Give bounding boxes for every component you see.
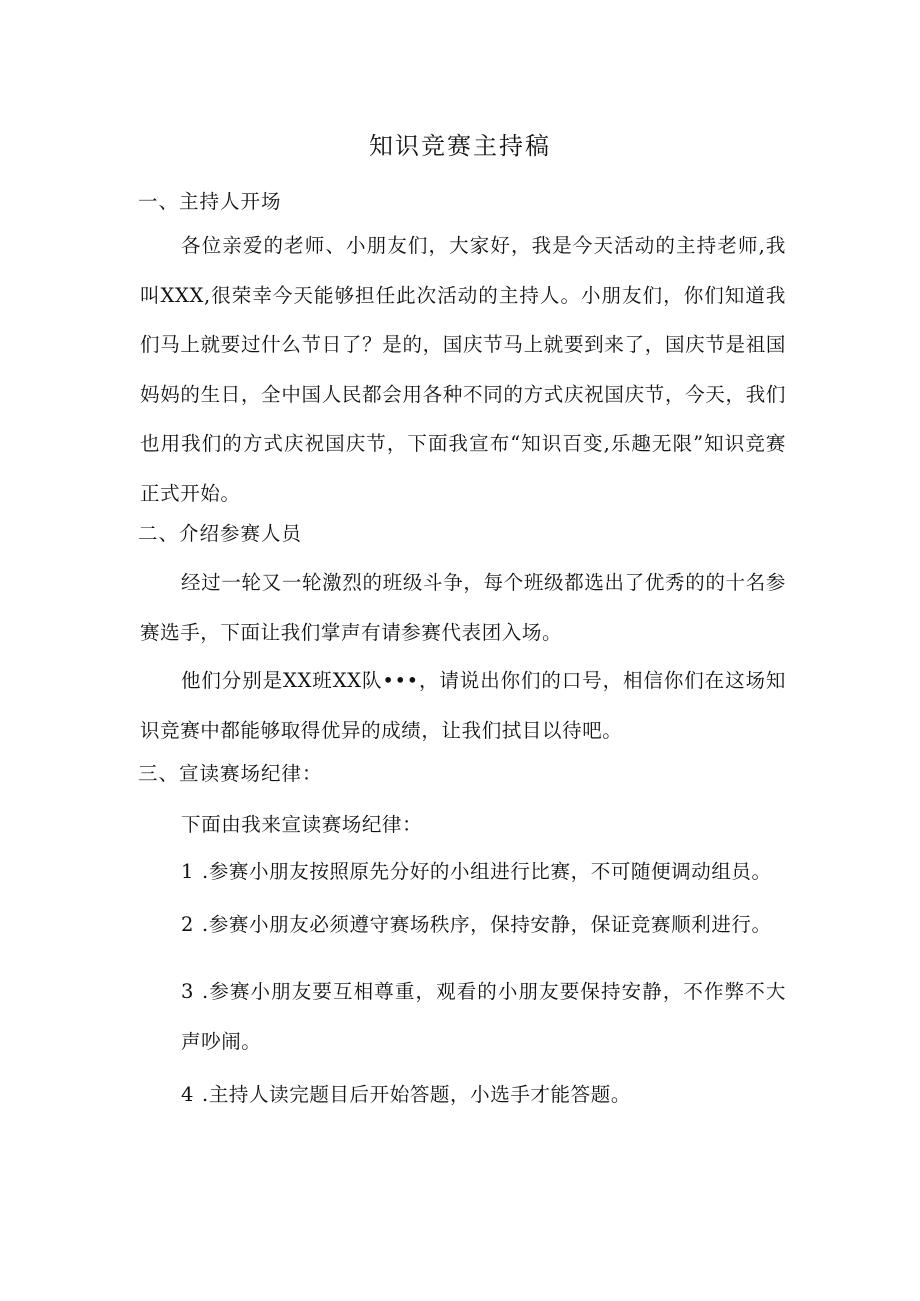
- rule-item-4: [181, 1080, 786, 1110]
- rule-item-2: [181, 910, 786, 940]
- rule-number: 1: [181, 860, 195, 883]
- rule-item-3: [181, 967, 786, 1067]
- rule-number: 2: [181, 913, 195, 936]
- rule-number: 3: [181, 980, 195, 1003]
- section-heading-opening: 一、主持人开场: [138, 190, 282, 213]
- rules-intro: 下面由我来宣读赛场纪律：: [181, 813, 423, 836]
- section-heading-rules: 三、宣读赛场纪律：: [138, 762, 323, 785]
- paragraph-opening: 各位亲爱的老师、小朋友们，大家好，我是今天活动的主持老师,我叫XXX,很荣幸今天能够担任此次活动的主持人。小朋友们，你们知道我们马上就要过什么节日了？是的，国庆节马上就要到来了，国庆节是祖国妈妈的生日，全中国人民都会用各种不同的方式庆祝国庆节，今天，我们也用我们的方式庆祝国庆节，下面我宣布“知识百变,乐趣无限”知识竞赛正式开始。: [140, 234, 786, 505]
- rule-number: 4: [181, 1083, 195, 1106]
- paragraph-participants-intro: 经过一轮又一轮激烈的班级斗争，每个班级都选出了优秀的的十名参赛选手，下面让我们掌声有请参赛代表团入场。: [140, 571, 786, 644]
- rule-text: .参赛小朋友必须遵守赛场秩序，保持安静，保证竞赛顺利进行。: [202, 913, 772, 936]
- rule-text: .参赛小朋友按照原先分好的小组进行比赛，不可随便调动组员。: [202, 860, 772, 883]
- section-heading-participants: 二、介绍参赛人员: [138, 522, 303, 545]
- document-title: 知识竞赛主持稿: [369, 132, 551, 160]
- rule-item-1: [181, 857, 786, 887]
- rule-text: .参赛小朋友要互相尊重，观看的小朋友要保持安静，不作弊不大声吵闹。: [181, 980, 786, 1053]
- rule-text: .主持人读完题目后开始答题，小选手才能答题。: [202, 1083, 631, 1106]
- paragraph-participants-teams: 他们分别是XX班XX队•••，请说出你们的口号，相信你们在这场知识竞赛中都能够取得优异的成绩，让我们拭目以待吧。: [140, 669, 786, 742]
